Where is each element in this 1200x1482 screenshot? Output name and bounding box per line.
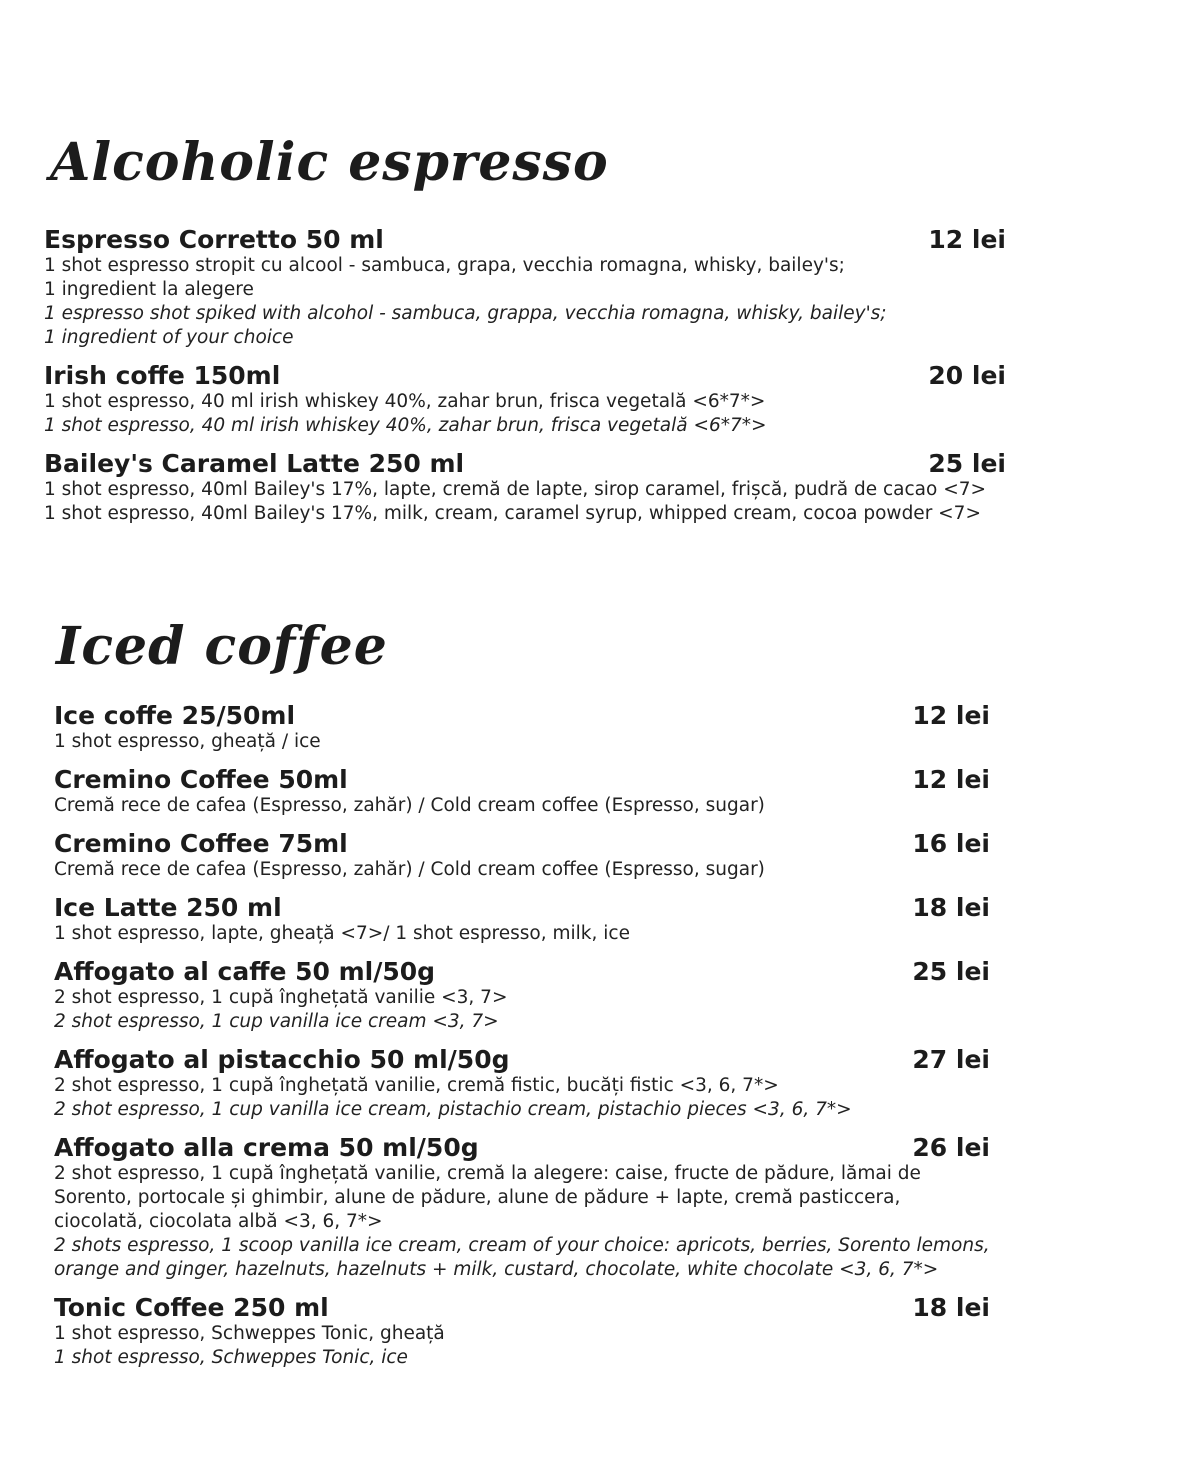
menu-item-header xyxy=(44,362,1006,390)
menu-item-header xyxy=(54,1046,990,1074)
item-description-english: 1 shot espresso, Schweppes Tonic, ice xyxy=(54,1347,408,1368)
menu-item xyxy=(44,450,1006,526)
section-title: Iced coffee xyxy=(56,616,388,677)
item-name: Cremino Coffee 75ml xyxy=(54,829,348,858)
item-description-english: 2 shots espresso, 1 scoop vanilla ice cream, cream of your choice: apricots, berries, Sorento lemons, orange and ginger, hazelnuts, hazelnuts + milk, custard, chocolate, white chocolate <3, 6, 7*> xyxy=(54,1235,990,1280)
item-description-english: 2 shot espresso, 1 cup vanilla ice cream, pistachio cream, pistachio pieces <3, 6, 7*> xyxy=(54,1099,852,1120)
menu-item xyxy=(54,1046,990,1122)
item-description: 1 shot espresso, 40 ml irish whiskey 40%, zahar brun, frisca vegetală <6*7*> xyxy=(44,391,766,412)
menu-item xyxy=(54,958,990,1034)
item-description: Cremă rece de cafea (Espresso, zahăr) / Cold cream coffee (Espresso, sugar) xyxy=(54,795,765,816)
menu-item-header xyxy=(54,958,990,986)
menu-item-list xyxy=(54,702,990,1370)
menu-item xyxy=(54,1134,990,1282)
menu-item xyxy=(54,894,990,946)
item-price: 12 lei xyxy=(912,701,990,730)
item-price: 20 lei xyxy=(928,361,1006,390)
item-price: 18 lei xyxy=(912,893,990,922)
section-iced-coffee xyxy=(54,612,990,1382)
item-description: 1 ingredient la alegere xyxy=(44,279,254,300)
menu-item xyxy=(54,830,990,882)
menu-item-header xyxy=(54,1134,990,1162)
menu-item xyxy=(54,766,990,818)
item-name: Espresso Corretto 50 ml xyxy=(44,225,384,254)
menu-item-header xyxy=(54,1294,990,1322)
menu-item-header xyxy=(54,830,990,858)
item-price: 18 lei xyxy=(912,1293,990,1322)
item-description: 2 shot espresso, 1 cupă înghețată vanilie, cremă fistic, bucăți fistic <3, 6, 7*> xyxy=(54,1075,779,1096)
item-description: 1 shot espresso stropit cu alcool - sambuca, grapa, vecchia romagna, whisky, bailey's; xyxy=(44,255,845,276)
section-title: Alcoholic espresso xyxy=(50,132,609,193)
menu-item-header xyxy=(54,894,990,922)
menu-item-header xyxy=(44,450,1006,478)
item-name: Tonic Coffee 250 ml xyxy=(54,1293,329,1322)
section-alcoholic-espresso xyxy=(44,128,1006,538)
item-name: Bailey's Caramel Latte 250 ml xyxy=(44,449,465,478)
item-price: 12 lei xyxy=(912,765,990,794)
item-description: 1 shot espresso, gheață / ice xyxy=(54,731,321,752)
item-name: Ice Latte 250 ml xyxy=(54,893,282,922)
item-price: 27 lei xyxy=(912,1045,990,1074)
item-description: 2 shot espresso, 1 cupă înghețată vanilie, cremă la alegere: caise, fructe de pădure, lămai de Sorento, portocale și ghimbir, alune de pădure, alune de pădure + lapte, cremă pasticcera, ciocolată, ciocolata albă <3, 6, 7*> xyxy=(54,1163,921,1232)
menu-item xyxy=(44,226,1006,350)
item-description: 1 shot espresso, 40ml Bailey's 17%, lapte, cremă de lapte, sirop caramel, frișcă, pudră de cacao <7> xyxy=(44,479,986,500)
item-name: Ice coffe 25/50ml xyxy=(54,701,296,730)
item-price: 26 lei xyxy=(912,1133,990,1162)
item-description: Cremă rece de cafea (Espresso, zahăr) / Cold cream coffee (Espresso, sugar) xyxy=(54,859,765,880)
item-description: 2 shot espresso, 1 cupă înghețată vanilie <3, 7> xyxy=(54,987,508,1008)
menu-item-header xyxy=(44,226,1006,254)
item-price: 12 lei xyxy=(928,225,1006,254)
item-description-english: 1 espresso shot spiked with alcohol - sambuca, grappa, vecchia romagna, whisky, bailey's; xyxy=(44,303,887,324)
menu-item xyxy=(54,1294,990,1370)
item-name: Affogato al pistacchio 50 ml/50g xyxy=(54,1045,510,1074)
item-description-english: 1 ingredient of your choice xyxy=(44,327,294,348)
item-name: Affogato alla crema 50 ml/50g xyxy=(54,1133,479,1162)
menu-item xyxy=(44,362,1006,438)
menu-item-header xyxy=(54,766,990,794)
item-name: Cremino Coffee 50ml xyxy=(54,765,348,794)
item-description: 1 shot espresso, Schweppes Tonic, gheață xyxy=(54,1323,445,1344)
item-description: 1 shot espresso, 40ml Bailey's 17%, milk, cream, caramel syrup, whipped cream, cocoa powder <7> xyxy=(44,503,981,524)
item-price: 25 lei xyxy=(912,957,990,986)
menu-item-list xyxy=(44,226,1006,526)
item-name: Affogato al caffe 50 ml/50g xyxy=(54,957,436,986)
item-description: 1 shot espresso, lapte, gheață <7>/ 1 shot espresso, milk, ice xyxy=(54,923,630,944)
menu-item-header xyxy=(54,702,990,730)
item-description-english: 2 shot espresso, 1 cup vanilla ice cream <3, 7> xyxy=(54,1011,499,1032)
item-price: 25 lei xyxy=(928,449,1006,478)
item-name: Irish coffe 150ml xyxy=(44,361,281,390)
item-price: 16 lei xyxy=(912,829,990,858)
menu-item xyxy=(54,702,990,754)
item-description-english: 1 shot espresso, 40 ml irish whiskey 40%, zahar brun, frisca vegetală <6*7*> xyxy=(44,415,767,436)
